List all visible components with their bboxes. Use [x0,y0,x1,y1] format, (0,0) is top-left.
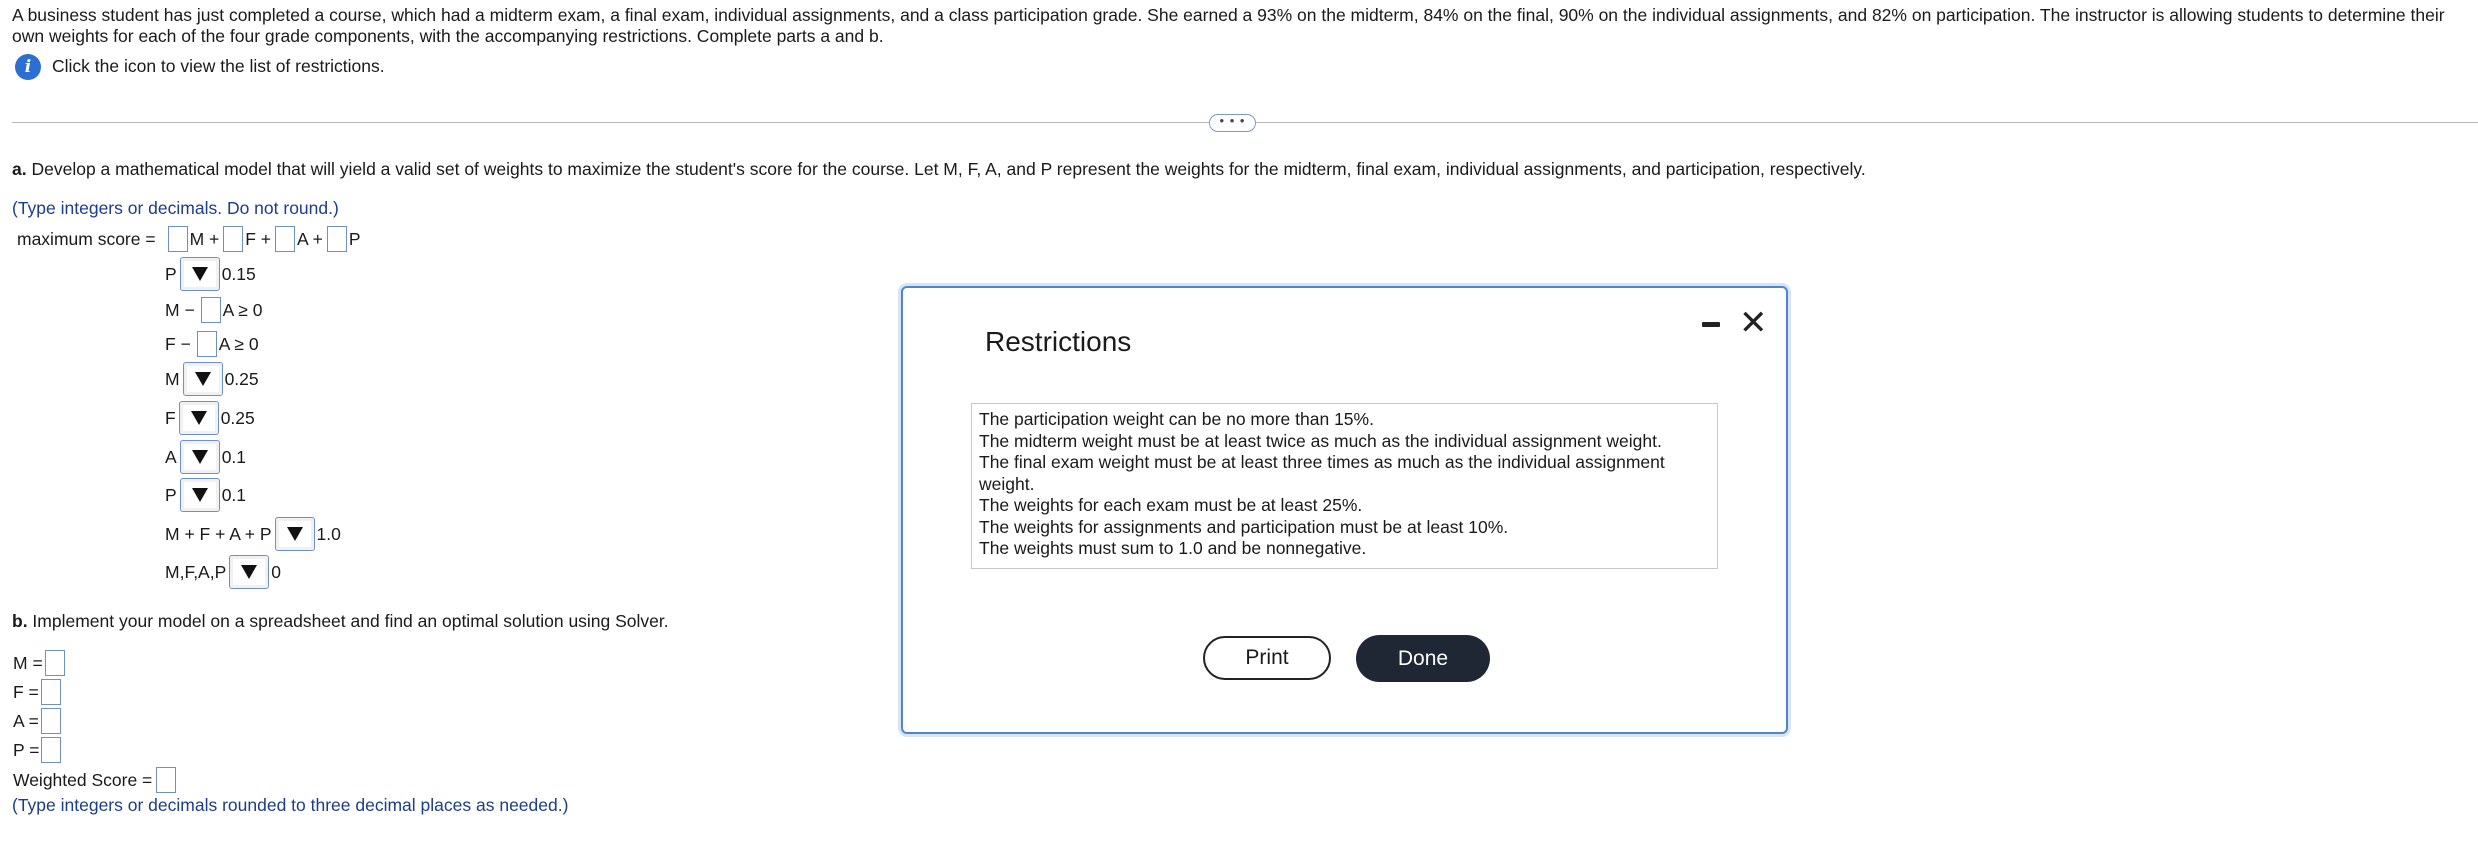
constraint-row [165,401,255,435]
coefficient-input[interactable] [201,297,221,323]
constraint-lhs: F − [165,333,191,354]
restriction-item: The final exam weight must be at least three times as much as the individual assignment weight. [979,452,1665,494]
part-b-label: b. [12,611,28,631]
more-button[interactable]: • • • [1209,114,1256,132]
answer-f-input[interactable] [41,679,61,705]
obj-term-p: P [348,228,361,249]
answer-m-input[interactable] [45,650,65,676]
constraint-rhs: 0.1 [221,446,247,467]
minimize-icon[interactable] [1702,322,1720,327]
part-a-hint: (Type integers or decimals. Do not round.) [12,198,339,218]
dropdown-arrow-icon [287,527,303,541]
obj-term-m: M + [189,228,220,249]
constraint-rhs: A ≥ 0 [218,333,259,354]
var-label-p: P = [13,739,40,760]
var-label-f: F = [13,681,39,702]
relation-select[interactable] [179,401,219,435]
problem-statement: A business student has just completed a course, which had a midterm exam, a final exam, individual assignments, and a class participation grade. She earned a 93% on the midterm, 84% on the final, 90% on the individual assignments, and 82% on participation. The instructor is allowing students to determine their own weights for each of the four grade components, with the accompanying restrictions. Complete parts a and b. [12,5,2445,46]
constraint-row [165,555,281,589]
relation-select[interactable] [180,478,220,512]
restriction-item: The midterm weight must be at least twice as much as the individual assignment weight. [979,430,1662,451]
coef-m-input[interactable] [168,226,188,252]
obj-term-a: A + [297,228,323,249]
answer-a-input[interactable] [41,708,61,734]
coef-a-input[interactable] [275,226,295,252]
constraint-rhs: 0.25 [220,407,255,428]
restrictions-list [971,403,1718,569]
var-label-a: A = [13,710,39,731]
restriction-item: The weights for assignments and participation must be at least 10%. [979,516,1509,537]
constraint-row [165,296,262,324]
restriction-item: The participation weight can be no more than 15%. [979,409,1374,429]
relation-select[interactable] [229,555,269,589]
var-label-m: M = [13,652,43,673]
objective-label: maximum score = [17,228,156,249]
relation-select[interactable] [183,362,223,396]
answer-row-m [13,649,65,677]
constraint-row [165,362,259,396]
restriction-item: The weights for each exam must be at least 25%. [979,495,1363,515]
part-b-hint: (Type integers or decimals rounded to three decimal places as needed.) [12,795,569,815]
constraint-rhs: 0.1 [221,484,247,505]
constraint-row [165,440,246,474]
close-icon[interactable]: ✕ [1739,304,1768,342]
constraint-lhs: F [165,407,176,428]
restriction-item: The weights must sum to 1.0 and be nonnegative. [979,538,1367,558]
answer-row-a [13,707,61,735]
constraint-lhs: P [165,484,177,505]
constraint-rhs: 1.0 [316,523,341,544]
part-a-label: a. [12,159,27,179]
weighted-score-label: Weighted Score = [13,769,153,790]
objective-row [17,225,361,253]
dropdown-arrow-icon [192,488,208,502]
restrictions-dialog [901,286,1788,734]
constraint-rhs: A ≥ 0 [222,299,263,320]
dropdown-arrow-icon [191,411,207,425]
part-a-prompt [12,159,1866,180]
constraint-lhs: M,F,A,P [165,561,227,582]
constraint-lhs: M − [165,299,195,320]
answer-p-input[interactable] [41,737,61,763]
info-button[interactable] [15,54,41,80]
dropdown-arrow-icon [192,450,208,464]
dialog-title: Restrictions [985,326,1132,357]
coefficient-input[interactable] [197,331,217,357]
constraint-rhs: 0.25 [224,368,259,389]
print-button[interactable]: Print [1203,636,1331,680]
info-icon[interactable]: i [15,54,41,80]
part-a-text: Develop a mathematical model that will yield a valid set of weights to maximize the student's score for the course. Let M, F, A, and P represent the weights for the midterm, final exam, individual assignments, and participation, respectively. [26,159,1866,179]
constraint-row [165,330,259,358]
obj-term-f: F + [245,228,272,249]
constraint-lhs: A [165,446,177,467]
part-b-prompt [12,611,669,632]
constraint-row [165,478,246,512]
dropdown-arrow-icon [195,372,211,386]
constraint-lhs: P [165,263,177,284]
constraint-rhs: 0.15 [221,263,256,284]
dropdown-arrow-icon [192,267,208,281]
constraint-rhs: 0 [271,561,281,582]
relation-select[interactable] [180,257,220,291]
answer-row-f [13,678,61,706]
weighted-score-row [13,766,176,794]
answer-row-p [13,736,61,764]
dropdown-arrow-icon [241,565,257,579]
coef-p-input[interactable] [327,226,347,252]
weighted-score-input[interactable] [156,767,176,793]
relation-select[interactable] [275,517,315,551]
info-text: Click the icon to view the list of restrictions. [52,56,385,76]
done-button[interactable]: Done [1356,635,1490,682]
constraint-lhs: M + F + A + P [165,523,272,544]
constraint-row [165,517,341,551]
coef-f-input[interactable] [223,226,243,252]
part-b-text: Implement your model on a spreadsheet and find an optimal solution using Solver. [27,611,669,631]
relation-select[interactable] [180,440,220,474]
constraint-lhs: M [165,368,180,389]
constraint-row [165,257,256,291]
